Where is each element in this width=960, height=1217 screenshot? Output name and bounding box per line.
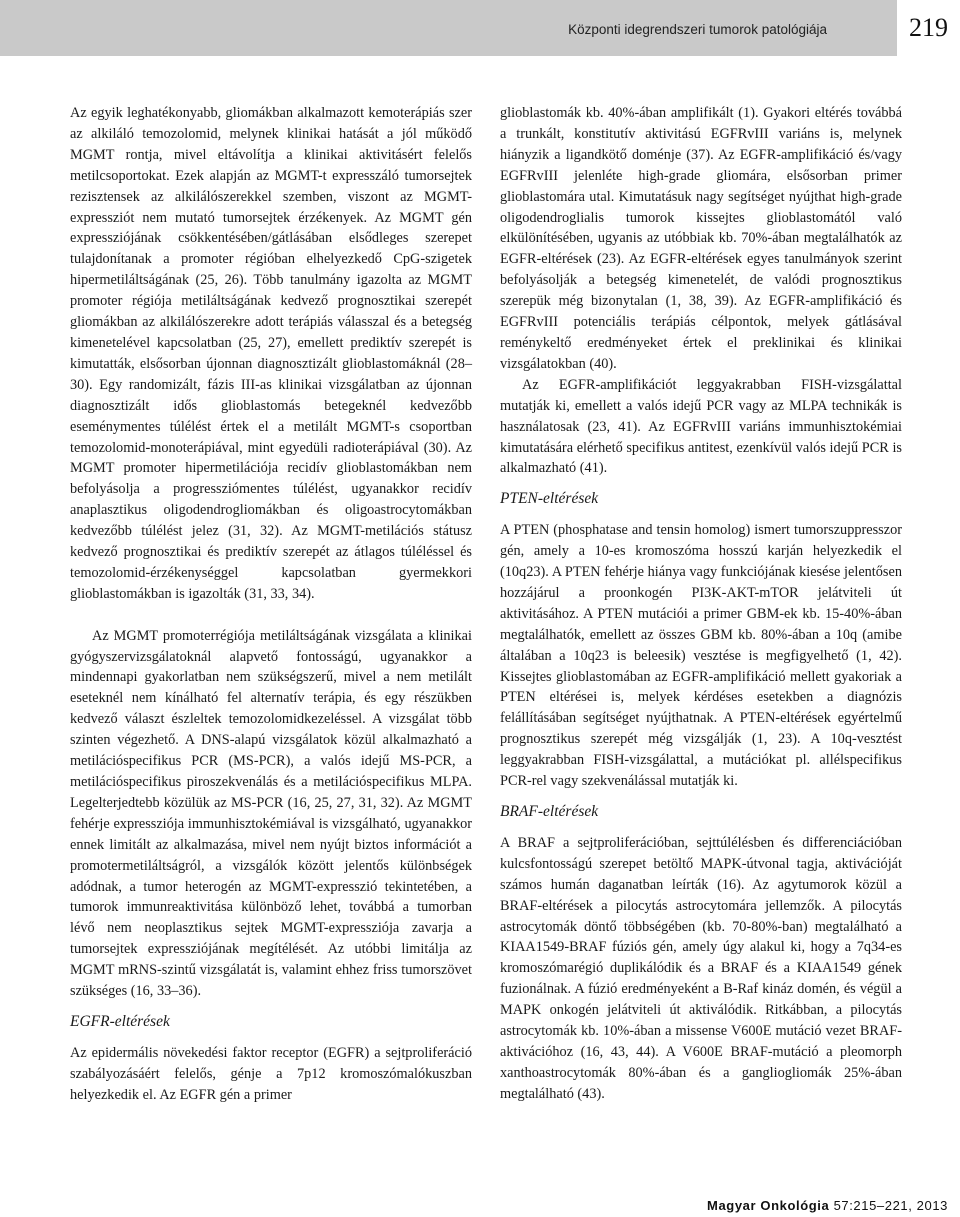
section-heading-braf: BRAF-eltérések	[500, 803, 599, 820]
paragraph-egfr-continued: glioblastomák kb. 40%-ában amplifikált (1). Gyakori eltérés továbbá a trunkált, konstitutív aktivitású EGFRvIII variáns is, melynek hiányzik a ligandkötő doménje (37). Az EGFR-amplifikáció és/vagy EGFRvIII jelenléte high-grade gliomára, elsősorban primer glioblastomára utal. Kimutatásuk nagy segítséget nyújthat high-grade oligodendroglialis tumorok kissejtes glioblastomától való elkülönítésében, ugyanis az utóbbiak kb. 70%-ában megtalálhatók az EGFR-eltérések (23). Az EGFR-eltérések egyes tanulmányok szerint befolyásolják a betegség kimenetelét, de valódi prognosztikus szerepük még bizonytalan (1, 38, 39). Az EGFR-amplifikáció és EGFRvIII potenciális terápiás célpontok, melyek gátlásával reménykeltő eredményeket értek el preklinikai és klinikai vizsgálatokban (40).	[500, 105, 902, 372]
page-number: 219	[909, 13, 948, 42]
journal-citation: 57:215–221, 2013	[833, 1198, 948, 1213]
section-heading-egfr: EGFR-eltérések	[70, 1012, 170, 1030]
paragraph-egfr-intro: Az epidermális növekedési faktor receptor (EGFR) a sejtproliferáció szabályozásáért felelős, génje a 7p12 kromoszómalókuszban helyezkedik el. Az EGFR gén a primer	[70, 1044, 472, 1103]
paragraph-mgmt-methods: Az MGMT promoterrégiója metiláltságának vizsgálata a klinikai gyógyszervizsgálatoknál alapvető fontosságú, ugyanakkor a mindennapi gyakorlatban nem szükségszerű, mivel a nem metilált eseteknél nem kínálható fel alternatív terápia, és egy részükben kedvező választ észleltek temozolomidkezeléssel. A vizsgálat több szinten végezhető. A DNS-alapú vizsgálatok közül alkalmazható a metilációspecifikus PCR (MS-PCR), a valós idejű MS-PCR, a metilációspecifikus piroszekvenálás és a metilációspecifikus MLPA. Legelterjedtebb közülük az MS-PCR (16, 25, 27, 31, 32). Az MGMT fehérje expressziója immunhisztokémiával is vizsgálható, ugyanakkor ennek limitált az alkalmazása, mivel nem nyújt biztos információt a promotermetiláltságról, a vizsgálók között jelentős különbségek adódnak, a tumor heterogén az MGMT-expresszió tekintetében, a tumorok immunreaktivitása különböző lehet, továbbá a tumorban lévő nem neoplasztikus sejtek MGMT-expressziója zavarja a tumorsejtek expressziójának megítélését. Az utóbbi limitálja az MGMT mRNS-szintű vizsgálatát is, valamint ehhez friss tumorszövet szükséges (16, 33–36).	[70, 627, 472, 1000]
running-header	[0, 0, 960, 58]
right-column	[500, 103, 902, 1105]
paragraph-braf: A BRAF a sejtproliferációban, sejttúlélésben és differenciációban kulcsfontosságú szerepet betöltő MAPK-útvonal tagja, aktivációját számos humán daganatban leírták (16). Az agytumorok közül a BRAF-eltérések a pilocytás astrocytomára jellemzők. A pilocytás astrocytomák döntő többségében (kb. 70-80%-ban) megtalálható a KIAA1549-BRAF fúziós gén, amely úgy alakul ki, hogy a 7q34-es kromoszómarégió duplikálódik és a BRAF és a KIAA1549 gének fuzionálnak. A fúzió eredményeként a B-Raf kináz domén, és végül a MAPK onkogén jelátviteli út aktiválódik. Ritkábban, a pilocytás astrocytomák kb. 10%-ában a missense V600E mutáció vezet BRAF-aktivációhoz (16, 43, 44). A V600E BRAF-mutáció a pleomorph xanthoastrocytomák 80%-ában és a gangliogliomák 25%-ában megtalálható (43).	[500, 834, 902, 1102]
running-title: Központi idegrendszeri tumorok patológiája	[568, 22, 827, 37]
section-heading-pten: PTEN-eltérések	[500, 490, 599, 508]
journal-footer	[707, 1198, 948, 1213]
paragraph-egfr-methods: Az EGFR-amplifikációt leggyakrabban FISH-vizsgálattal mutatják ki, emellett a valós idejű PCR vagy az MLPA technikák is használatosak (23, 41). Az EGFRvIII variáns immunhisztokémiai kimutatására elérhető specifikus antitest, ezenkívül valós idejű PCR is alkalmazható (41).	[500, 376, 902, 477]
left-column	[70, 103, 472, 1106]
paragraph-mgmt-intro: Az egyik leghatékonyabb, gliomákban alkalmazott kemoterápiás szer az alkiláló temozolomid, melynek klinikai hatását a jól működő MGMT rontja, mivel eltávolítja a klinikai aktivitásért felelős metilcsoportokat. Ezek alapján az MGMT-t expresszáló tumorsejtek rezisztensek az alkilálószerekkel szemben, viszont az MGMT-expressziót nem mutató tumorsejtek érzékenyek. Az MGMT gén expressziójának csökkentésében/gátlásában elsődleges szerepet tulajdonítanak a promoter régióban elhelyezkedő CpG-szigetek hipermetiláltságának (25, 26). Több tanulmány igazolta az MGMT promoter régiója metiláltságának kedvező prognosztikai szerepét gliomákban az alkilálószerekre adott terápiás válasszal és a betegség kimenetelével kapcsolatban (25, 27), emellett prediktív szerepét is kimutatták, elsősorban újonnan diagnosztizált glioblastomáknál (28–30). Egy randomizált, fázis III-as klinikai vizsgálatban az újonnan diagnosztizált idős glioblastomás betegeknél kedvezőbb eseménymentes túlélést értek el a metilált MGMT-s csoportban temozolomid-monoterápiával, mint egyedüli radioterápiával (30). Az MGMT promoter hipermetilációja recidív glioblastomákban nem befolyásolja a progressziómentes túlélést, ugyanakkor recidív anaplasztikus oligodendrogliomákban és oligoastrocytomákban kedvezőbb túlélést jelez (31, 32). Az MGMT-metilációs státusz kedvező prognosztikai és prediktív szerepét az átlagos túléléssel és temozolomid-érzékenységgel kapcsolatban gyermekkori glioblastomákban is igazolták (31, 33, 34).	[70, 105, 472, 602]
header-band	[0, 0, 897, 56]
journal-name: Magyar Onkológia	[707, 1198, 830, 1213]
paragraph-pten: A PTEN (phosphatase and tensin homolog) ismert tumorszuppresszor gén, amely a 10-es kromoszóma hosszú karján helyezkedik el (10q23). A PTEN fehérje hiánya vagy funkciójának kiesése jelentősen hozzájárul a proonkogén PI3K-AKT-mTOR jelátviteli út aktivitásához. A PTEN mutációi a primer GBM-ek kb. 15-40%-ában megtalálhatók, emellett az összes GBM kb. 80%-ában a 10q (amibe általában a 10q23 is beleesik) vesztése is megfigyelhető (1, 42). Kissejtes glioblastomában az EGFR-amplifikáció mellett gyakoriak a PTEN eltérései is, melyek kérdéses esetekben a diagnózis felállításában segítséget nyújthatnak. A PTEN-eltérések egyértelmű prognosztikus szerepét még vizsgálják (1, 23). A 10q-vesztést leggyakrabban FISH-vizsgálattal, a mutációkat pl. allélspecifikus PCR-rel vagy szekvenálással mutatják ki.	[500, 522, 902, 790]
